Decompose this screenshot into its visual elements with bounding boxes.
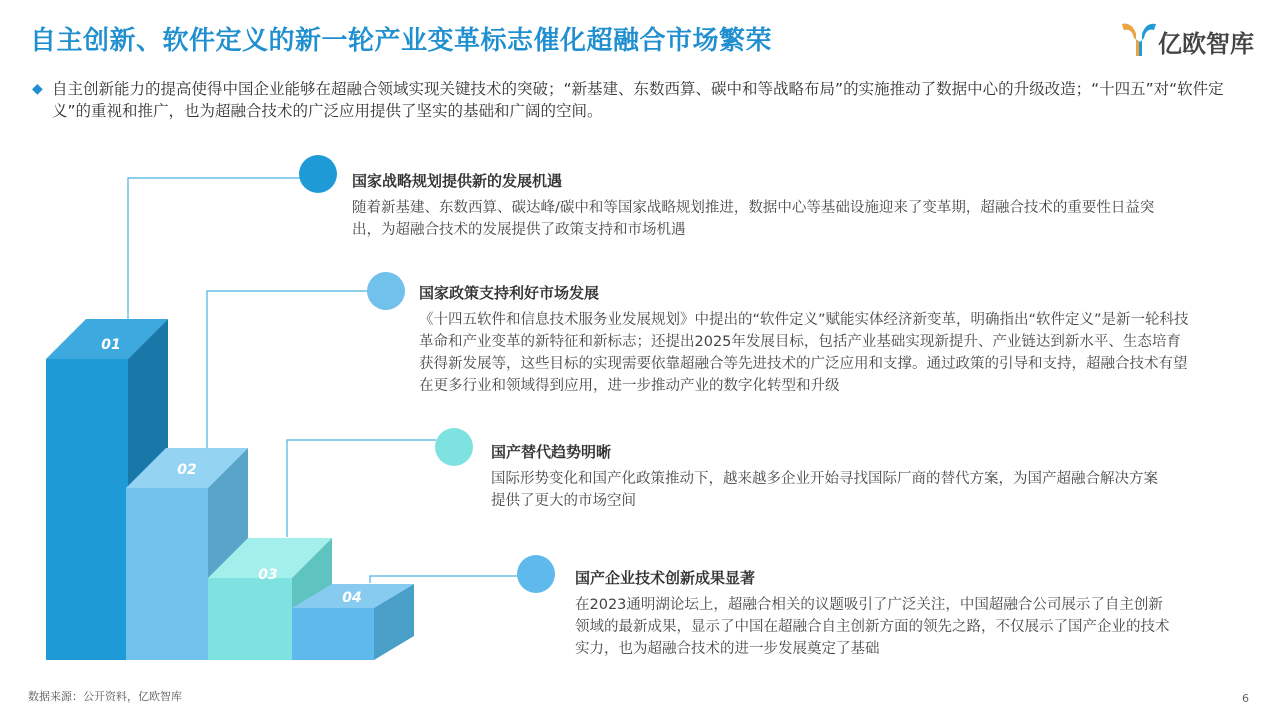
- step-01-number: 01: [101, 337, 121, 353]
- step-04-number: 04: [342, 590, 362, 606]
- intro-text: 自主创新能力的提高使得中国企业能够在超融合领域实现关键技术的突破；“新基建、东数西算、碳中和等战略布局”的实施推动了数据中心的升级改造；“十四五”对“软件定义”的重视和推广，也为超融合技术的广泛应用提供了坚实的基础和广阔的空间。: [52, 80, 1224, 120]
- step-03-circle: [435, 428, 473, 466]
- step-03-description: 国际形势变化和国产化政策推动下，越来越多企业开始寻找国际厂商的替代方案，为国产超融合解决方案提供了更大的市场空间: [491, 471, 1158, 509]
- page-number: 6: [1242, 692, 1249, 705]
- connector-line-04: [370, 576, 518, 583]
- step-02-circle: [367, 272, 405, 310]
- page-title: 自主创新、软件定义的新一轮产业变革标志催化超融合市场繁荣: [30, 26, 773, 56]
- step-01-circle: [299, 155, 337, 193]
- step-03-title: 国产替代趋势明晰: [491, 443, 612, 461]
- connector-line-02: [207, 291, 368, 448]
- step-02-number: 02: [177, 462, 197, 478]
- logo-text: 亿欧智库: [1158, 30, 1254, 58]
- connector-line-01: [128, 178, 300, 320]
- step-03-number: 03: [258, 567, 278, 583]
- diamond-bullet-icon: ◆: [32, 81, 43, 97]
- step-04-content: [575, 567, 1175, 660]
- step-04-description: 在2023通明湖论坛上，超融合相关的议题吸引了广泛关注，中国超融合公司展示了自主创新领域的最新成果，显示了中国在超融合自主创新方面的领先之路，不仅展示了国产企业的技术实力，也为超融合技术的进一步发展奠定了基础: [575, 597, 1170, 657]
- connector-line-03: [287, 440, 436, 537]
- step-02-description: 《十四五软件和信息技术服务业发展规划》中提出的“软件定义”赋能实体经济新变革，明确指出“软件定义”是新一轮科技革命和产业变革的新特征和新标志；还提出2025年发展目标，包括产业基础实现新提升、产业链达到新水平、生态培育获得新发展等，这些目标的实现需要依靠超融合等先进技术的广泛应用和支撑。通过政策的引导和支持，超融合技术有望在更多行业和领域得到应用，进一步推动产业的数字化转型和升级: [419, 312, 1189, 394]
- step-04-title: 国产企业技术创新成果显著: [575, 569, 756, 587]
- data-source-note: 数据来源：公开资料，亿欧智库: [28, 690, 182, 703]
- step-04-circle: [517, 555, 555, 593]
- step-01-content: [352, 170, 1182, 241]
- step-02-title: 国家政策支持利好市场发展: [419, 284, 600, 302]
- step-03-content: [491, 441, 1171, 512]
- step-01-description: 随着新基建、东数西算、碳达峰/碳中和等国家战略规划推进，数据中心等基础设施迎来了变革期，超融合技术的重要性日益突出，为超融合技术的发展提供了政策支持和市场机遇: [352, 200, 1155, 238]
- step-02-content: [419, 282, 1189, 397]
- step-01-title: 国家战略规划提供新的发展机遇: [352, 172, 563, 190]
